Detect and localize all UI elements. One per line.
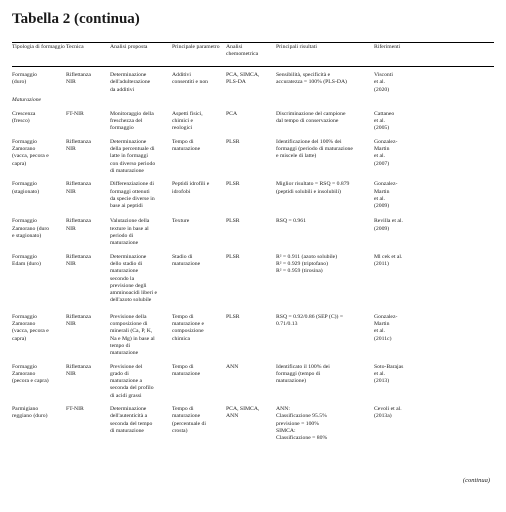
cell-chemometrica: PCA [226,110,238,117]
cell-parametro: Additivi consentiti e non [172,72,209,86]
cell-parametro: Tempo di maturazione (percentuale di crosta) [172,405,206,434]
section-label: Maturazione [12,96,42,103]
cell-parametro: Tempo di maturazione e composizione chimica [172,313,205,342]
cell-risultati: RSQ = 0.92/0.86 (SEP (C)) = 0.71/0.13 [276,313,344,328]
cell-riferimenti: Cevoli et al. (2013a) [374,405,402,420]
cell-tipologia: Crescenza (fresco) [12,110,36,125]
col-header-analisi-proposta: Analisi proposta [110,44,148,50]
cell-riferimenti: Revilla et al. (2009) [374,218,403,232]
cell-chemometrica: PCA, SIMCA, ANN [226,405,260,420]
cell-chemometrica: PLSR [226,218,240,225]
col-header-analisi-chemometrica: Analisi chemometrica [226,44,259,58]
cell-parametro: Tempo di maturazione [172,138,201,153]
cell-riferimenti: Gonzalez- Martin et al. (2007) [374,138,398,167]
table-row [12,175,494,210]
col-header-tipologia: Tipologia di formaggio [12,44,65,50]
table-title: Tabella 2 (continua) [12,11,140,27]
cell-risultati: R² = 0.911 (azoto solubile) R² = 0.929 (triptofano) R² = 0.959 (tirosina) [276,253,338,275]
cell-tecnica: Riflettanza NIR [66,363,91,377]
cell-analisi: Valutazione della texture in base al periodo di maturazione [110,218,150,247]
table-row [12,400,494,442]
section-row [12,94,494,107]
table-row [12,133,494,175]
cell-analisi: Monitoraggio della freschezza del formaggio [110,110,154,132]
cell-chemometrica: ANN [226,363,239,370]
cell-tipologia: Formaggio Zamorano (vacca, pecora e capra) [12,138,49,167]
col-header-riferimenti: Riferimenti [374,44,401,50]
cell-tecnica: Riflettanza NIR [66,218,91,232]
cell-analisi: Previsione della composizione di minerali (Ca, P, K, Na e Mg) in base al tempo di maturazione [110,313,155,357]
table-body [12,66,494,442]
cell-tecnica: Riflettanza NIR [66,72,91,86]
cell-parametro: Peptidi idrofili e idrofobi [172,181,210,195]
col-header-parametro: Principale parametro [172,44,220,50]
cell-parametro: Aspetti fisici, chimici e reologici [172,110,203,132]
cell-tipologia: Formaggio (duro) [12,72,37,86]
cell-risultati: Miglior risultato = RSQ = 0.879 (peptidi solubili e insolubili) [276,181,350,195]
cell-chemometrica: PLSR [226,181,240,188]
top-rule [12,42,494,43]
cell-riferimenti: Visconti et al. (2020) [374,72,393,93]
cell-chemometrica: PCA, SIMCA, PLS-DA [226,72,260,86]
continued-note: (continua) [462,477,490,484]
cell-tipologia: Formaggio (stagionato) [12,181,40,195]
cell-chemometrica: PLSR [226,138,240,145]
cell-riferimenti: Ml cek et al. (2011) [374,253,403,267]
cell-tecnica: FT-NIR [66,110,84,117]
cell-tipologia: Formaggio Zamorano (duro e stagionato) [12,218,50,240]
cell-analisi: Determinazione dello stadio di maturazione secondo la previsione degli amminoacidi liberi e dell'azoto solubile [110,253,158,304]
cell-analisi: Differenziazione di formaggi ottenuti da specie diverse in base ai peptidi [110,181,155,210]
cell-tecnica: Riflettanza NIR [66,253,91,267]
cell-analisi: Determinazione dell'autenticità a seconda del tempo di maturazione [110,405,153,434]
cell-riferimenti: Gonzalez- Martin et al. (2009) [374,181,398,210]
table-row [12,305,494,358]
cell-parametro: Tempo di maturazione [172,363,201,377]
col-header-risultati: Principali risultati [276,44,317,50]
cell-tipologia: Formaggio Zamorano (pecora e capra) [12,363,49,385]
cell-tipologia: Formaggio Zamorano (vacca, pecora e capra) [12,313,49,342]
cell-chemometrica: PLSR [226,253,240,260]
cell-tipologia: Formaggio Edam (duro) [12,253,41,267]
cell-tecnica: Riflettanza NIR [66,181,91,195]
cell-risultati: ANN: Classificazione 95.5% previsione = 100% SIMCA: Classificazione = 80% [276,405,328,442]
table-row [12,107,494,133]
col-header-tecnica: Tecnica [66,44,84,50]
cell-risultati: Discriminazione del campione dal tempo di conservazione [276,110,346,125]
table-row [12,210,494,247]
cell-risultati: Identificato il 100% dei formaggi (tempo di maturazione) [276,363,330,385]
cell-parametro: Stadio di maturazione [172,253,201,267]
cell-chemometrica: PLSR [226,313,240,320]
cell-analisi: Determinazione dell'adulterazione da additivi [110,72,151,93]
table-row [12,66,494,94]
cell-analisi: Determinazione della percentuale di latte in formaggi con diverso periodo di maturazione [110,138,156,174]
cell-riferimenti: Soto-Barajas et al. (2013) [374,363,404,385]
cell-tecnica: Riflettanza NIR [66,138,91,153]
cell-tecnica: FT-NIR [66,405,84,412]
table-row [12,358,494,400]
cell-parametro: Texture [172,218,190,225]
header-row [12,44,494,66]
cell-riferimenti: Cattaneo et al. (2005) [374,110,395,132]
table-row [12,248,494,305]
cell-risultati: Sensibilità, specificità e accuratezza = 100% (PLS-DA) [276,72,347,86]
cell-risultati: Identificazione del 100% dei formaggi (periodo di maturazione e miscele di latte) [276,138,353,160]
cell-tecnica: Riflettanza NIR [66,313,91,328]
data-table [12,44,494,442]
cell-risultati: RSQ = 0.961 [276,218,306,225]
cell-analisi: Previsione del grado di maturazione a seconda del profilo di acidi grassi [110,363,154,399]
cell-tipologia: Parmigiano reggiano (duro) [12,405,48,420]
cell-riferimenti: Gonzalez- Martin et al. (2011c) [374,313,398,342]
